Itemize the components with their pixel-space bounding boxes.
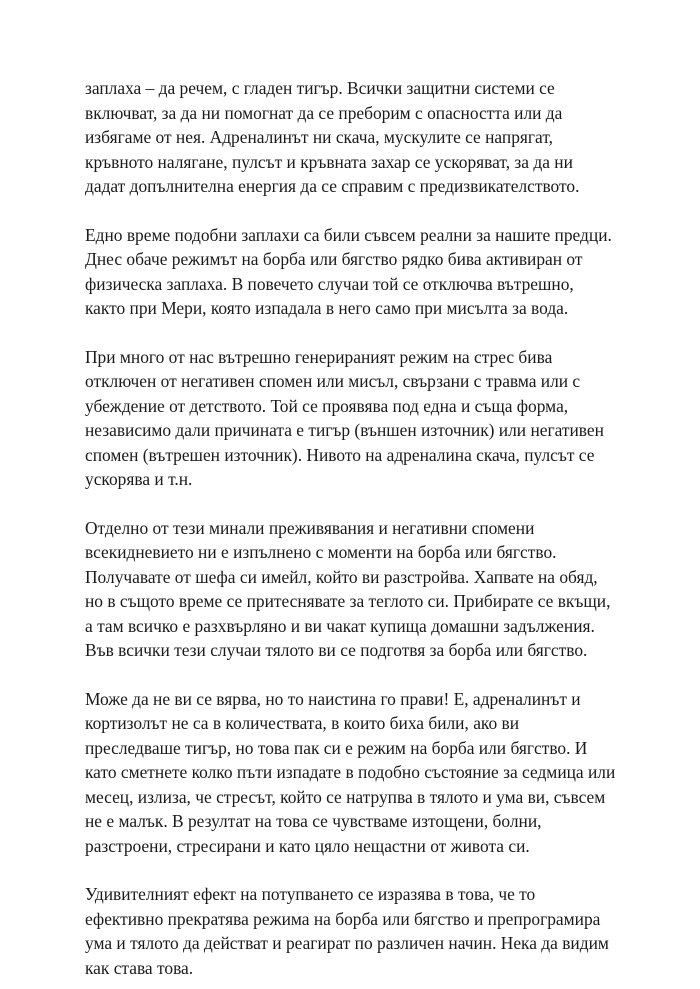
paragraph-4: Отделно от тези минали преживявания и негативни спомени всекидневието ни е изпълнено с моменти на борба или бягство. Получавате от шефа си имейл, който ви разстройва. Хапвате на обяд, но в същото време се притеснявате за теглото си. Прибирате се вкъщи, а там всичко е разхвърляно и ви чакат купища домашни задължения. Във всички тези случаи тялото ви се подготвя за борба или бягство. xyxy=(85,517,611,660)
paragraph-5: Може да не ви се вярва, но то наистина го прави! Е, адреналинът и кортизолът не са в количествата, в които биха били, ако ви преследваше тигър, но това пак си е режим на борба или бягство. И като сметнете колко пъти изпадате в подобно състояние за седмица или месец, излиза, че стресът, който се натрупва в тялото и ума ви, съвсем не е малък. В резултат на това се чувстваме изтощени, болни, разстроени, стресирани и като цяло нещастни от живота си. xyxy=(85,688,616,856)
paragraph-6: Удивителният ефект на потупването се изразява в това, че то ефективно прекратява режима на борба или бягство и препрограмира ума и тялото да действат и реагират по различен начин. Нека да видим как става това. xyxy=(85,884,609,978)
paragraph-1: заплаха – да речем, с гладен тигър. Всички защитни системи се включват, за да ни помогнат да се преборим с опасността или да избягаме от нея. Адреналинът ни скача, мускулите се напрягат, кръвното налягане, пулсът и кръвната захар се ускоряват, за да ни дадат допълнителна енергия да се справим с предизвикателството. xyxy=(85,78,580,196)
paragraph-2: Едно време подобни заплахи са били съвсем реални за нашите предци. Днес обаче режимът на борба или бягство рядко бива активиран от физическа заплаха. В повечето случаи той се отключва вътрешно, както при Мери, която изпадала в него само при мисълта за вода. xyxy=(85,224,612,318)
paragraph-3: При много от нас вътрешно генерираният режим на стрес бива отключен от негативен спомен или мисъл, свързани с травма или с убеждение от детството. Той се проявява под една и съща форма, независимо дали причината е тигър (външен източник) или негативен спомен (вътрешен източник). Нивото на адреналина скача, пулсът се ускорява и т.н. xyxy=(85,346,604,489)
